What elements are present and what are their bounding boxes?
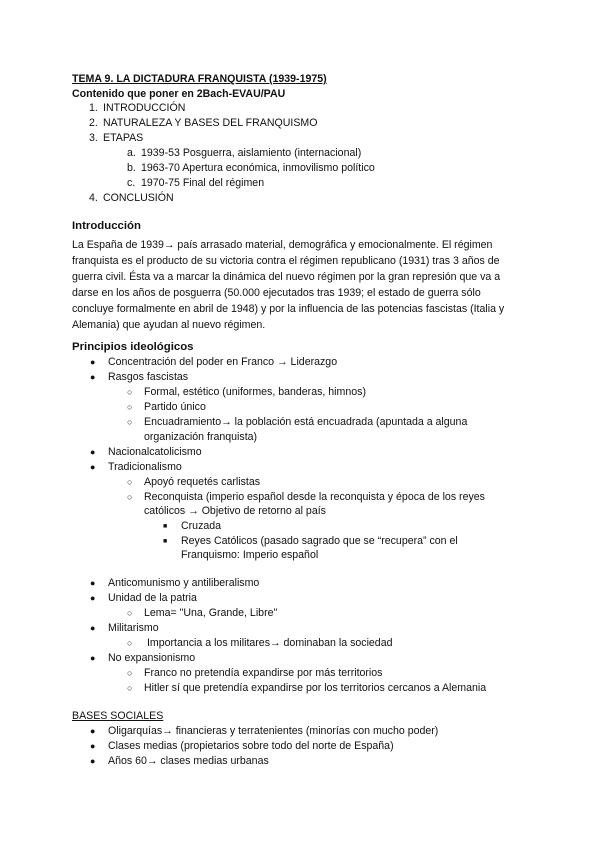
bases-item: Años 60→ clases medias urbanas	[108, 755, 269, 767]
bullet-icon: ●	[90, 578, 96, 588]
principle-subsubitem-continuation: Franquismo: Imperio español	[181, 549, 319, 561]
bullet-icon: ●	[90, 372, 96, 382]
circle-bullet-icon: ○	[127, 668, 133, 678]
bullet-icon: ●	[90, 462, 96, 472]
bullet-icon: ●	[90, 357, 96, 367]
circle-bullet-icon: ○	[127, 638, 133, 648]
bullet-icon: ●	[90, 756, 96, 766]
square-bullet-icon: ■	[163, 523, 168, 530]
intro-line: darse en los años de posguerra (50.000 ejecutados tras 1939; el estado de guerra sólo	[72, 287, 481, 299]
principle-item: Rasgos fascistas	[108, 371, 189, 383]
principle-subitem: Formal, estético (uniformes, banderas, himnos)	[144, 386, 366, 398]
principle-subitem: Lema= "Una, Grande, Libre"	[144, 607, 278, 619]
intro-paragraph	[72, 237, 542, 333]
principle-subitem: Hitler sí que pretendía expandirse por los territorios cercanos a Alemania	[144, 682, 487, 694]
circle-bullet-icon: ○	[127, 402, 133, 412]
circle-bullet-icon: ○	[127, 387, 133, 397]
bullet-icon: ●	[90, 447, 96, 457]
bullet-icon: ●	[90, 726, 96, 736]
document-title: TEMA 9. LA DICTADURA FRANQUISTA (1939-1975)	[72, 73, 327, 85]
bases-item: Clases medias (propietarios sobre todo del norte de España)	[108, 740, 394, 752]
principles-heading: Principios ideológicos	[72, 341, 194, 353]
principle-item: Tradicionalismo	[108, 461, 182, 473]
principle-item: Unidad de la patria	[108, 592, 197, 604]
principle-subitem: Partido único	[144, 401, 206, 413]
principle-subitem: Encuadramiento→ la población está encuadrada (apuntada a alguna	[144, 416, 468, 428]
contents-heading: Contenido que poner en 2Bach-EVAU/PAU	[72, 88, 286, 100]
bases-heading: BASES SOCIALES	[72, 710, 164, 722]
contents-item: 3. ETAPAS	[89, 132, 144, 144]
intro-line: guerra civil. Ésta va a marcar la dinámica del nuevo régimen por la gran represión que va a	[72, 271, 501, 283]
intro-heading: Introducción	[72, 220, 141, 232]
principle-item: Nacionalcatolicismo	[108, 446, 202, 458]
circle-bullet-icon: ○	[127, 417, 133, 427]
circle-bullet-icon: ○	[127, 683, 133, 693]
contents-subitem: b. 1963-70 Apertura económica, inmovilismo político	[127, 162, 375, 174]
intro-line: franquista es el producto de su victoria contra el régimen republicano (1931) tras 3 años de	[72, 255, 500, 267]
bullet-icon: ●	[90, 593, 96, 603]
principle-item: Militarismo	[108, 622, 159, 634]
principle-subsubitem: Cruzada	[181, 520, 222, 532]
contents-subitem: a. 1939-53 Posguerra, aislamiento (internacional)	[127, 147, 362, 159]
square-bullet-icon: ■	[163, 538, 168, 545]
circle-bullet-icon: ○	[127, 492, 133, 502]
bullet-icon: ●	[90, 741, 96, 751]
contents-item: 2. NATURALEZA Y BASES DEL FRANQUISMO	[89, 117, 318, 129]
principle-item: Concentración del poder en Franco → Liderazgo	[108, 356, 338, 368]
principle-subsubitem: Reyes Católicos (pasado sagrado que se “recupera” con el	[181, 535, 458, 547]
principle-subitem: Franco no pretendía expandirse por más territorios	[144, 667, 383, 679]
principle-item: Anticomunismo y antiliberalismo	[108, 577, 260, 589]
bullet-icon: ●	[90, 623, 96, 633]
principle-subitem-continuation: organización franquista)	[144, 431, 258, 443]
principle-subitem: Reconquista (imperio español desde la reconquista y época de los reyes	[144, 491, 485, 503]
principle-subitem: Importancia a los militares→ dominaban la sociedad	[144, 637, 393, 649]
intro-line: concluye formalmente en abril de 1948) y por la influencia de las potencias fascistas (Italia y	[72, 303, 505, 315]
intro-line: Alemania) que ayudan al nuevo régimen.	[72, 319, 266, 331]
principle-item: No expansionismo	[108, 652, 196, 664]
intro-line: La España de 1939→ país arrasado material, demográfica y emocionalmente. El régimen	[72, 239, 493, 251]
contents-item: 4. CONCLUSIÓN	[89, 192, 174, 204]
principle-subitem-continuation: católicos → Objetivo de retorno al país	[144, 505, 326, 517]
circle-bullet-icon: ○	[127, 477, 133, 487]
circle-bullet-icon: ○	[127, 608, 133, 618]
bases-item: Oligarquías→ financieras y terratenientes (minorías con mucho poder)	[108, 725, 439, 737]
contents-item: 1. INTRODUCCIÓN	[89, 102, 186, 114]
contents-subitem: c. 1970-75 Final del régimen	[127, 177, 265, 189]
principle-subitem: Apoyó requetés carlistas	[144, 476, 261, 488]
bullet-icon: ●	[90, 653, 96, 663]
